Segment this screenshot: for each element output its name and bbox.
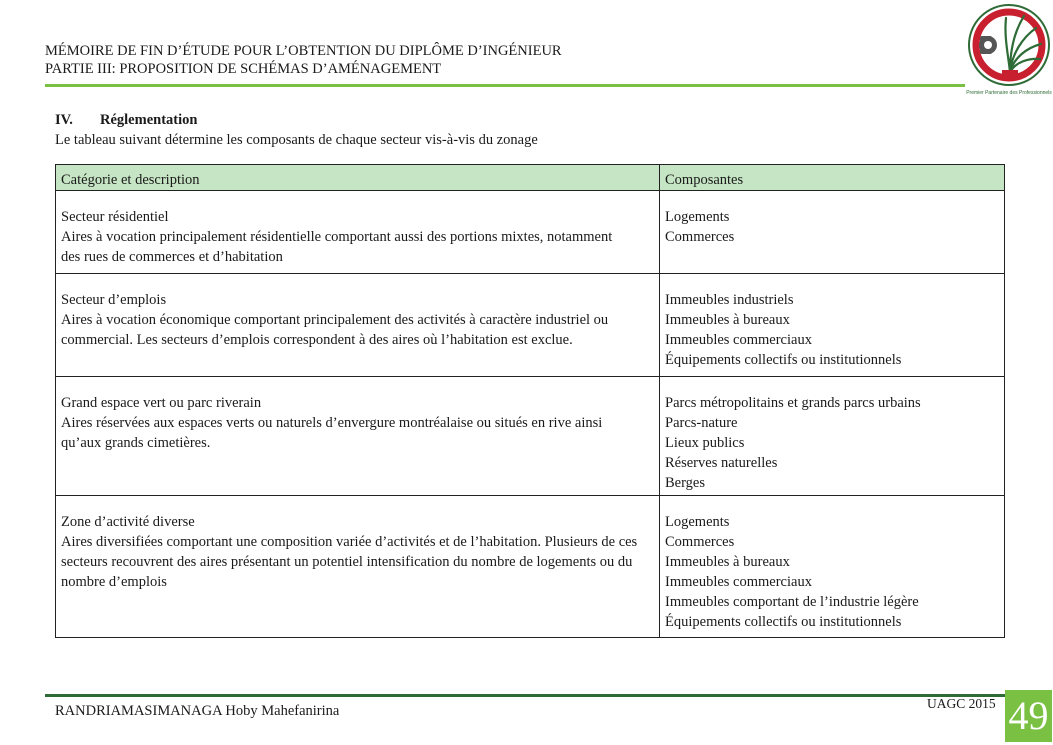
table-row <box>56 191 1005 274</box>
category-cell <box>56 191 660 274</box>
component-item: Équipements collectifs ou institutionnels <box>665 352 902 368</box>
component-item: Logements <box>665 209 730 225</box>
logo-tagline: Premier Partenaire des Professionnels <box>966 90 1052 96</box>
component-item: Lieux publics <box>665 435 745 451</box>
component-item: Immeubles à bureaux <box>665 554 790 570</box>
section-number: IV. <box>55 112 73 128</box>
zoning-table <box>55 164 1005 638</box>
table-row <box>56 274 1005 377</box>
header-line-2: PARTIE III: PROPOSITION DE SCHÉMAS D’AMÉNAGEMENT <box>45 61 442 77</box>
section-title: Réglementation <box>100 112 198 128</box>
header-divider <box>45 84 965 87</box>
components-cell <box>660 274 1005 377</box>
intro-paragraph: Le tableau suivant détermine les composants de chaque secteur vis-à-vis du zonage <box>55 132 538 148</box>
header-line-1: MÉMOIRE DE FIN D’ÉTUDE POUR L’OBTENTION DU DIPLÔME D’INGÉNIEUR <box>45 43 562 59</box>
category-name: Zone d’activité diverse <box>61 514 195 530</box>
component-item: Immeubles comportant de l’industrie légère <box>665 594 919 610</box>
category-description: Aires à vocation économique comportant principalement des activités à caractère industriel ou <box>61 312 609 328</box>
category-description: secteurs recouvrent des aires présentant un potentiel intensification du nombre de logements ou du <box>61 554 633 570</box>
column-header-components: Composantes <box>660 165 1005 191</box>
table-row <box>56 496 1005 638</box>
category-name: Secteur d’emplois <box>61 292 167 308</box>
category-description: Aires diversifiées comportant une composition variée d’activités et de l’habitation. Plusieurs de ces <box>61 534 638 550</box>
category-name: Secteur résidentiel <box>61 209 169 225</box>
category-description: qu’aux grands cimetières. <box>61 435 211 451</box>
component-item: Parcs métropolitains et grands parcs urbains <box>665 395 921 411</box>
category-description: des rues de commerces et d’habitation <box>61 249 283 265</box>
category-description: Aires à vocation principalement résidentielle comportant aussi des portions mixtes, notamment <box>61 229 613 245</box>
category-description: commercial. Les secteurs d’emplois correspondent à des aires où l’habitation est exclue. <box>61 332 573 348</box>
category-name: Grand espace vert ou parc riverain <box>61 395 262 411</box>
category-cell <box>56 496 660 638</box>
components-cell <box>660 191 1005 274</box>
component-item: Berges <box>665 475 706 491</box>
component-item: Immeubles à bureaux <box>665 312 790 328</box>
footer-author: RANDRIAMASIMANAGA Hoby Mahefanirina <box>55 703 340 719</box>
component-item: Immeubles industriels <box>665 292 794 308</box>
footer-divider <box>45 694 1005 697</box>
components-cell <box>660 377 1005 496</box>
school-logo-icon <box>966 2 1052 98</box>
component-item: Immeubles commerciaux <box>665 574 812 590</box>
component-item: Équipements collectifs ou institutionnels <box>665 614 902 630</box>
table-header-row <box>56 165 1005 191</box>
category-description: Aires réservées aux espaces verts ou naturels d’envergure montréalaise ou situés en rive ainsi <box>61 415 603 431</box>
component-item: Parcs-nature <box>665 415 738 431</box>
component-item: Commerces <box>665 229 735 245</box>
category-description: nombre d’emplois <box>61 574 167 590</box>
document-header <box>45 42 562 78</box>
component-item: Immeubles commerciaux <box>665 332 812 348</box>
components-cell <box>660 496 1005 638</box>
category-cell <box>56 274 660 377</box>
footer-org-year: UAGC 2015 <box>927 696 996 711</box>
table-row <box>56 377 1005 496</box>
component-item: Commerces <box>665 534 735 550</box>
column-header-category: Catégorie et description <box>56 165 660 191</box>
component-item: Réserves naturelles <box>665 455 778 471</box>
page-number: 49 <box>1005 690 1052 742</box>
section-heading <box>55 112 197 129</box>
component-item: Logements <box>665 514 730 530</box>
category-cell <box>56 377 660 496</box>
